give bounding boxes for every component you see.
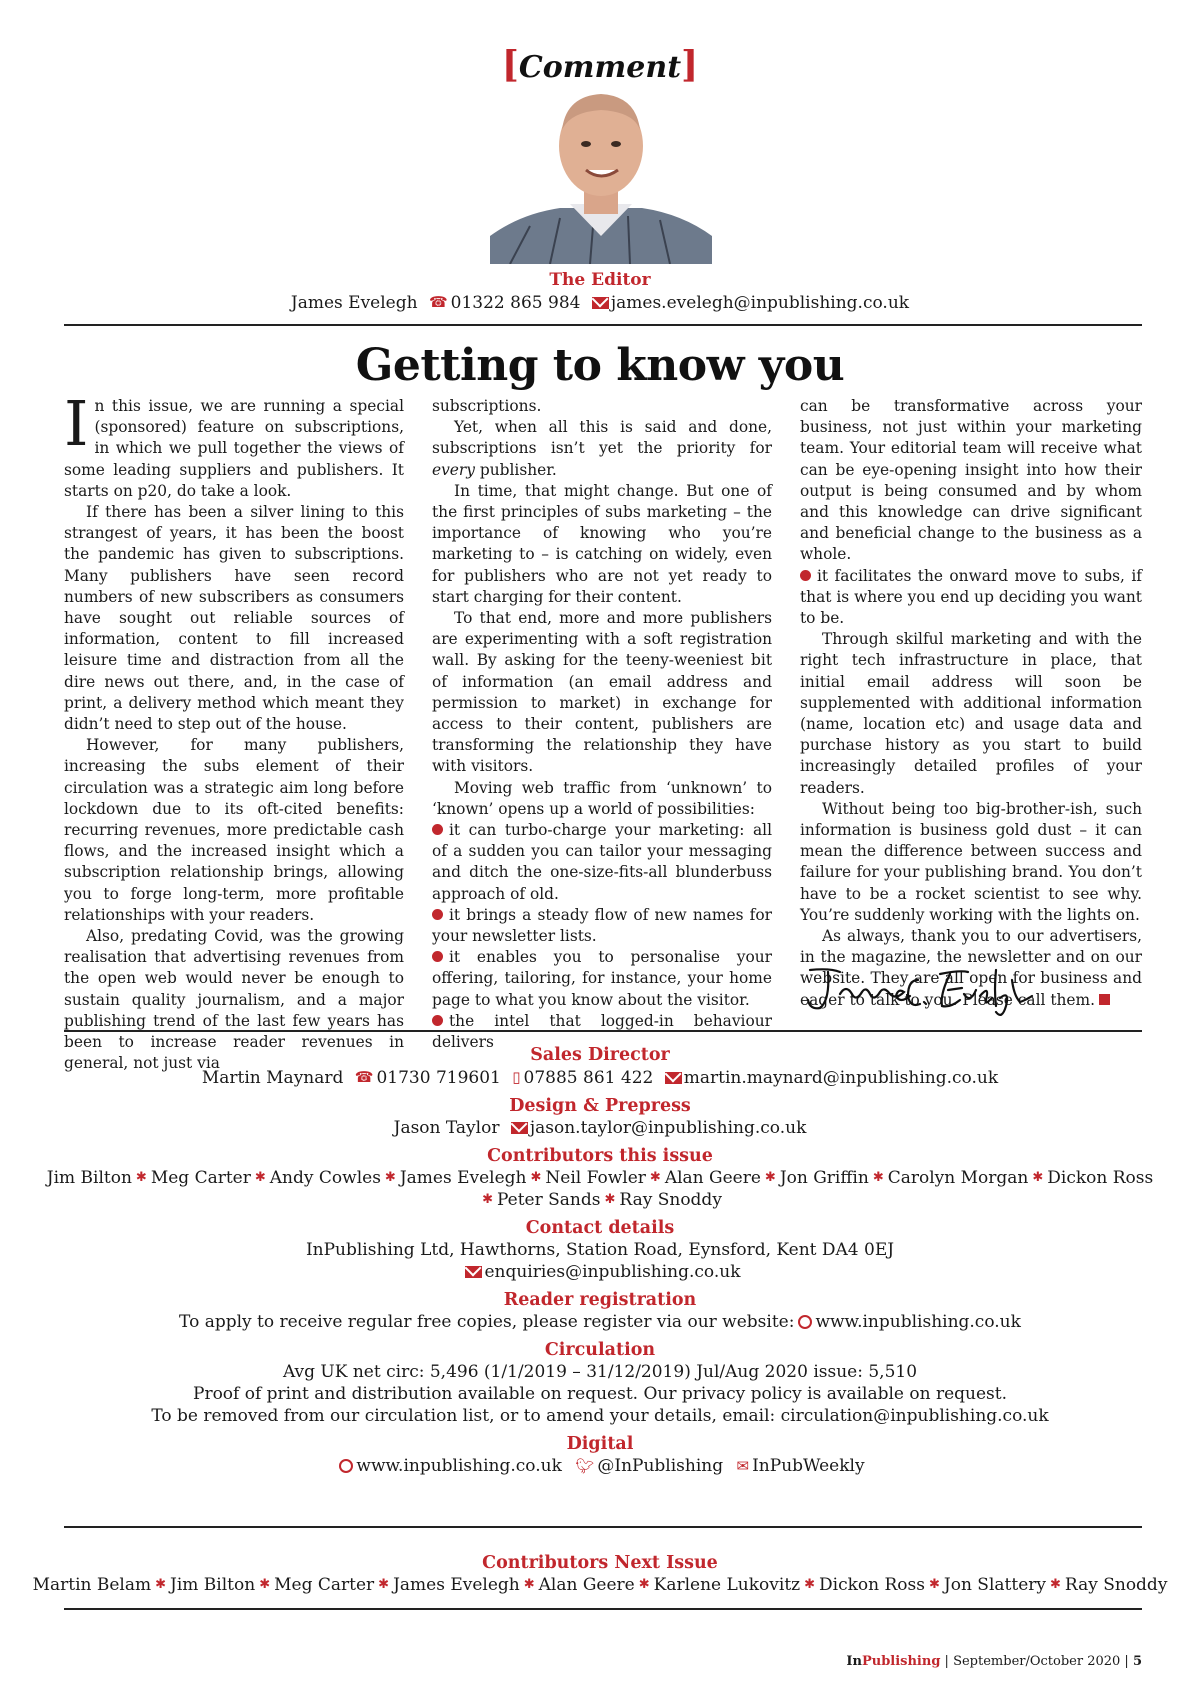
design-email[interactable]: jason.taylor@inpublishing.co.uk <box>529 1118 807 1138</box>
sales-contact: Martin Maynard ☎ 01730 719601 ▯ 07885 861 422 martin.maynard@inpublishing.co.uk <box>201 1068 999 1088</box>
bullet-icon <box>432 909 443 920</box>
article-paragraph: subscriptions. <box>432 397 542 415</box>
article-paragraph: However, for many publishers, increasing the subs element of their circulation was a strategic aim long before lockdown due to its oft-cited benefits: recurring revenues, more predictable cash flows, and the increased insight which a subscription relationship brings, allowing you to forge long-term, more profitable relationships with your readers. <box>64 736 404 924</box>
contact-title: Contact details <box>525 1218 675 1238</box>
signature-icon <box>800 950 1040 1030</box>
reader-url[interactable]: www.inpublishing.co.uk <box>815 1312 1021 1332</box>
sales-mobile[interactable]: 07885 861 422 <box>523 1068 654 1088</box>
editor-title: The Editor <box>549 270 651 290</box>
article-column-2 <box>432 396 772 1053</box>
digital-twitter[interactable]: @InPublishing <box>597 1456 724 1476</box>
article-column-1 <box>64 387 404 1075</box>
editor-phone[interactable]: 01322 865 984 <box>450 293 581 313</box>
phone-icon: ☎ <box>428 293 448 311</box>
editor-name: James Evelegh <box>290 293 418 313</box>
divider <box>64 1526 1142 1528</box>
reader-title: Reader registration <box>503 1290 697 1310</box>
twitter-icon: 🐦︎ <box>575 1457 595 1475</box>
next-issue-contributors: Martin Belam ✱ Jim Bilton ✱ Meg Carter ✱ James Evelegh ✱ Alan Geere ✱ Karlene Lukovitz ✱ Dickon Ross ✱ Jon Slattery ✱ Ray Snoddy <box>32 1575 1168 1595</box>
bullet-item: the intel that logged-in behaviour delivers <box>432 1011 772 1052</box>
globe-icon <box>798 1315 812 1329</box>
article-column-3 <box>800 396 1142 1011</box>
bullet-icon <box>432 824 443 835</box>
editor-email[interactable]: james.evelegh@inpublishing.co.uk <box>610 293 910 313</box>
circulation-line: Proof of print and distribution available on request. Our privacy policy is available on request. <box>193 1384 1007 1404</box>
divider <box>64 1030 1142 1032</box>
globe-icon <box>339 1459 353 1473</box>
contact-address: InPublishing Ltd, Hawthorns, Station Road, Eynsford, Kent DA4 0EJ <box>305 1240 895 1260</box>
digital-title: Digital <box>566 1434 634 1454</box>
contributors-line-2: ✱ Peter Sands ✱ Ray Snoddy <box>482 1190 722 1210</box>
end-mark-icon <box>1099 994 1110 1005</box>
article-paragraph: In this issue, we are running a special (sponsored) feature on subscriptions, in which we pull together the views of some leading suppliers and publishers. It starts on p20, do take a look. <box>64 387 404 500</box>
design-contact: Jason Taylor jason.taylor@inpublishing.co.uk <box>393 1118 807 1138</box>
design-title: Design & Prepress <box>509 1096 691 1116</box>
article-paragraph: Through skilful marketing and with the right tech infrastructure in place, that initial email address will soon be supplemented with additional information (name, location etc) and usage data and purchase history as you start to build increasingly detailed profiles of your readers. <box>800 630 1142 797</box>
email-icon <box>592 297 609 309</box>
mobile-icon: ▯ <box>512 1068 521 1086</box>
bullet-icon <box>432 1015 443 1026</box>
article-paragraph: To that end, more and more publishers are experimenting with a soft registration wall. By asking for the teeny-weeniest bit of information (an email address and permission to market) in exchange for access to their content, publishers are transforming the relationship they have with visitors. <box>432 609 772 776</box>
portrait-photo-icon <box>490 86 712 264</box>
newsletter-icon: ✉ <box>736 1457 750 1475</box>
article-paragraph: Yet, when all this is said and done, subscriptions isn’t yet the priority for every publisher. <box>432 418 772 479</box>
circulation-line: To be removed from our circulation list, or to amend your details, email: circulation@inpublishing.co.uk <box>151 1406 1049 1426</box>
sales-phone[interactable]: 01730 719601 <box>376 1068 501 1088</box>
article-paragraph: Also, predating Covid, was the growing realisation that advertising revenues from the open web would never be enough to sustain quality journalism, and a major publishing trend of the last few years has been to increase reader revenues in general, not just via <box>64 927 404 1073</box>
page-footer: InPublishing | September/October 2020 | 5 <box>846 1654 1142 1669</box>
contact-email-line <box>0 1261 1200 1283</box>
signature <box>800 950 1040 1030</box>
section-label: [Comment] <box>501 44 699 86</box>
article-paragraph: As always, thank you to our advertisers, in the magazine, the newsletter and on our website. They are all open for business and eager to talk to you. Please call them. <box>800 927 1142 1009</box>
page-number: 5 <box>1132 1654 1142 1669</box>
bullet-icon <box>800 570 811 581</box>
bullet-item: it facilitates the onward move to subs, if that is where you end up deciding you want to be. <box>800 566 1142 628</box>
bullet-item: it brings a steady flow of new names for your newsletter lists. <box>432 905 772 946</box>
bullet-icon <box>432 951 443 962</box>
divider <box>64 324 1142 326</box>
digital-links <box>0 1455 1200 1477</box>
article-paragraph: can be transformative across your business, not just within your marketing team. Your editorial team will receive what can be eye-opening insight into how their output is being consumed and by whom and this knowledge can drive significant and beneficial change to the business as a whole. <box>800 397 1142 564</box>
editor-contact <box>0 293 1200 313</box>
credits-block <box>0 1044 1200 1477</box>
divider <box>64 1608 1142 1610</box>
article-paragraph: Without being too big-brother-ish, such information is business gold dust – it can mean the difference between success and failure for your publishing brand. You don’t have to be a rocket scientist to see why. You’re suddenly working with the lights on. <box>800 799 1142 924</box>
email-icon <box>665 1072 682 1084</box>
email-icon <box>465 1266 482 1278</box>
headline: Getting to know you <box>355 340 845 391</box>
bullet-item: it can turbo-charge your marketing: all of a sudden you can tailor your messaging and ditch the one-size-fits-all blunderbuss approach of old. <box>432 821 772 903</box>
next-issue-title: Contributors Next Issue <box>482 1553 718 1573</box>
bullet-item: it enables you to personalise your offering, tailoring, for instance, your home page to what you know about the visitor. <box>432 948 772 1009</box>
article-paragraph: Moving web traffic from ‘unknown’ to ‘known’ opens up a world of possibilities: <box>432 778 772 818</box>
contributors-title: Contributors this issue <box>487 1146 713 1166</box>
digital-web[interactable]: www.inpublishing.co.uk <box>356 1456 562 1476</box>
circulation-title: Circulation <box>544 1340 656 1360</box>
reader-text: To apply to receive regular free copies, please register via our website: www.inpublishing.co.uk <box>179 1312 1021 1332</box>
phone-icon: ☎ <box>354 1068 374 1086</box>
contributors-line-1: Jim Bilton ✱ Meg Carter ✱ Andy Cowles ✱ James Evelegh ✱ Neil Fowler ✱ Alan Geere ✱ Jon Griffin ✱ Carolyn Morgan ✱ Dickon Ross <box>46 1168 1154 1188</box>
editor-photo <box>490 86 712 264</box>
circulation-line: Avg UK net circ: 5,496 (1/1/2019 – 31/12/2019) Jul/Aug 2020 issue: 5,510 <box>282 1362 918 1382</box>
sales-title: Sales Director <box>530 1045 670 1065</box>
next-issue-block <box>0 1552 1200 1596</box>
drop-cap: I <box>64 387 89 460</box>
contact-email[interactable]: enquiries@inpublishing.co.uk <box>484 1262 741 1282</box>
sales-email[interactable]: martin.maynard@inpublishing.co.uk <box>683 1068 999 1088</box>
article-paragraph: In time, that might change. But one of the first principles of subs marketing – the importance of knowing who you’re marketing to – is catching on widely, even for publishers who are not yet ready to start charging for their content. <box>432 481 772 606</box>
article-paragraph: If there has been a silver lining to this strangest of years, it has been the boost the pandemic has given to subscriptions. Many publishers have seen record numbers of new subscribers as consumers have sought out reliable sources of information, content to fill increased leisure time and distraction from all the dire news out there, and, in the case of print, a delivery method which meant they didn’t need to step out of the house. <box>64 503 404 734</box>
email-icon <box>511 1122 528 1134</box>
digital-newsletter[interactable]: InPubWeekly <box>752 1456 865 1476</box>
